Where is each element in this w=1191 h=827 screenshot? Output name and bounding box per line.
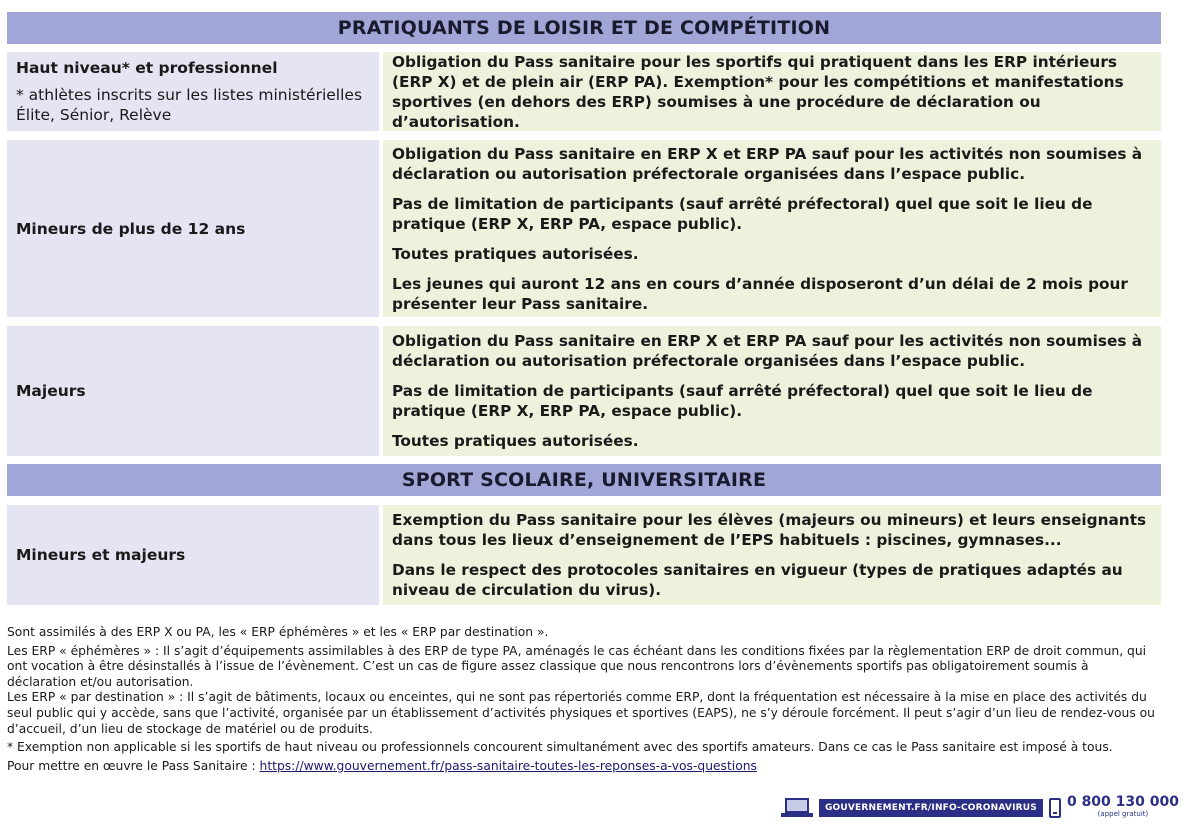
phone-icon xyxy=(1049,798,1061,818)
gov-site-tag[interactable]: GOUVERNEMENT.FR/INFO-CORONAVIRUS xyxy=(819,799,1043,817)
phone-block xyxy=(1067,796,1179,820)
table-row-mineurs-majeurs xyxy=(7,505,1161,605)
link-prefix: Pour mettre en œuvre le Pass Sanitaire : xyxy=(7,758,260,773)
row-paragraph: Exemption du Pass sanitaire pour les élèves (majeurs ou mineurs) et leurs enseignants dans tous les lieux d’enseignement de l’EPS habituels : piscines, gymnases... xyxy=(392,511,1147,549)
laptop-icon xyxy=(781,798,813,818)
row-label: Majeurs xyxy=(16,382,86,400)
row-content-cell xyxy=(383,326,1161,456)
footnote: Les ERP « éphémères » : Il s’agit d’équipements assimilables à des ERP de type PA, aménagés le cas échéant dans les conditions fixées par la règlementation ERP de droit commun, qui ont vocation à être désinstallés à l’issue de l’évènement. C’est un cas de figure assez classique que nous rencontrons lors d’évènements sportifs pas obligatoirement soumis à déclaration et/ou autorisation. xyxy=(7,643,1147,689)
row-label-cell xyxy=(7,505,379,605)
footnote: Les ERP « par destination » : Il s’agit de bâtiments, locaux ou enceintes, qui ne sont pas répertoriés comme ERP, dont la fréquentation est nécessaire à la mise en place des activités du seul public qui y accède, sans que l’activité, organisée par un établissement d’activités physiques et sportives (EAPS), ne s’y déroule forcément. Il peut s’agir d’un lieu de rendez-vous ou d’accueil, d’un lieu de stockage de matériel ou de produits. xyxy=(7,690,1155,736)
row-label: Mineurs de plus de 12 ans xyxy=(16,219,246,238)
footnote: * Exemption non applicable si les sportifs de haut niveau ou professionnels concourent simultanément avec des sportifs amateurs. Dans ce cas le Pass sanitaire est imposé à tous. xyxy=(7,740,1113,755)
section-header-scolaire xyxy=(7,464,1161,496)
footnotes xyxy=(7,625,1157,777)
row-content-cell xyxy=(383,505,1161,605)
row-content-cell xyxy=(383,140,1161,317)
row-label-cell xyxy=(7,52,379,131)
row-paragraph: Les jeunes qui auront 12 ans en cours d’année disposeront d’un délai de 2 mois pour présenter leur Pass sanitaire. xyxy=(392,274,1128,313)
table-row-haut-niveau xyxy=(7,52,1161,131)
section-header-loisir xyxy=(7,12,1161,44)
row-paragraph: Obligation du Pass sanitaire pour les sportifs qui pratiquent dans les ERP intérieurs (ERP X) et de plein air (ERP PA). Exemption* pour les compétitions et manifestations sportives (en dehors des ERP) soumises à une procédure de déclaration ou d’autorisation. xyxy=(392,52,1124,131)
footer-contact xyxy=(781,796,1179,820)
phone-sub: (appel gratuit) xyxy=(1097,810,1149,818)
row-paragraph: Toutes pratiques autorisées. xyxy=(392,244,639,263)
table-row-majeurs xyxy=(7,326,1161,456)
row-label: Mineurs et majeurs xyxy=(16,546,186,564)
table-row-mineurs-12 xyxy=(7,140,1161,317)
phone-number[interactable]: 0 800 130 000 xyxy=(1066,794,1179,810)
footnote-link-line xyxy=(7,759,1157,775)
row-paragraph: Obligation du Pass sanitaire en ERP X et ERP PA sauf pour les activités non soumises à déclaration ou autorisation préfectorale organisées dans l’espace public. xyxy=(392,144,1143,183)
row-label-cell xyxy=(7,140,379,317)
pass-sanitaire-link[interactable]: https://www.gouvernement.fr/pass-sanitaire-toutes-les-reponses-a-vos-questions xyxy=(259,758,757,773)
footnote: Sont assimilés à des ERP X ou PA, les « ERP éphémères » et les « ERP par destination ». xyxy=(7,625,549,639)
row-paragraph: Obligation du Pass sanitaire en ERP X et ERP PA sauf pour les activités non soumises à déclaration ou autorisation préfectorale organisées dans l’espace public. xyxy=(392,332,1143,370)
row-label: Haut niveau* et professionnel xyxy=(16,58,278,77)
section-title: SPORT SCOLAIRE, UNIVERSITAIRE xyxy=(401,469,767,491)
row-sublabel: * athlètes inscrits sur les listes ministérielles Élite, Sénior, Relève xyxy=(16,85,363,124)
row-paragraph: Dans le respect des protocoles sanitaires en vigueur (types de pratiques adaptés au niveau de circulation du virus). xyxy=(392,561,1123,599)
row-paragraph: Pas de limitation de participants (sauf arrêté préfectoral) quel que soit le lieu de pratique (ERP X, ERP PA, espace public). xyxy=(392,382,1093,420)
row-paragraph: Toutes pratiques autorisées. xyxy=(392,432,639,450)
row-content-cell xyxy=(383,52,1161,131)
row-label-cell xyxy=(7,326,379,456)
section-title: PRATIQUANTS DE LOISIR ET DE COMPÉTITION xyxy=(337,17,831,39)
row-paragraph: Pas de limitation de participants (sauf arrêté préfectoral) quel que soit le lieu de pratique (ERP X, ERP PA, espace public). xyxy=(392,194,1093,233)
